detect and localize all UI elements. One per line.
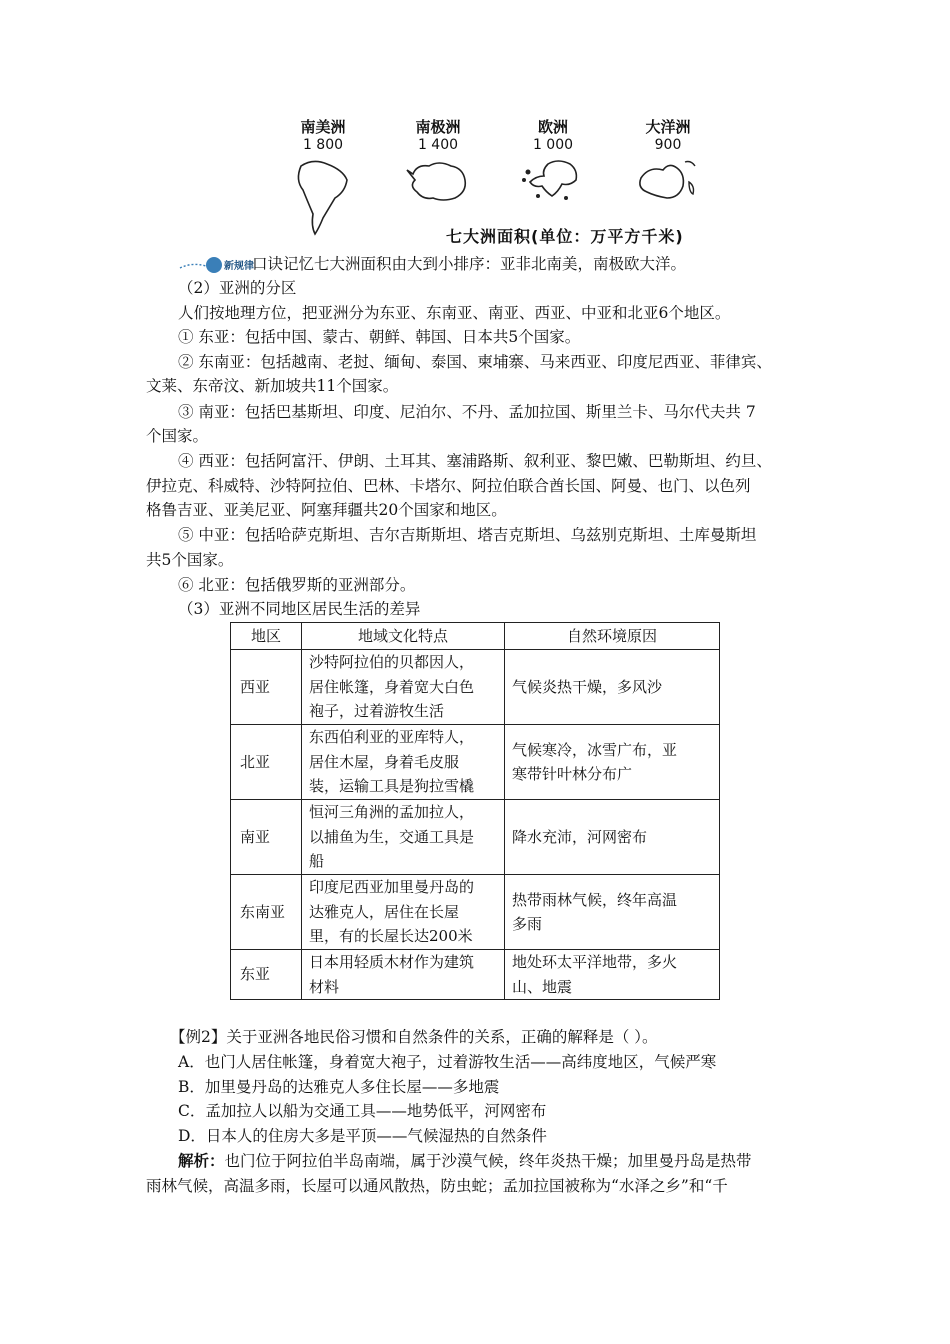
culture-cell: 印度尼西亚加里曼丹岛的 达雅克人，居住在长屋 里，有的长屋长达200米 [302,875,505,950]
region-central-asia-line1: ⑤ 中亚：包括哈萨克斯坦、吉尔吉斯斯坦、塔吉克斯坦、乌兹别克斯坦、土库曼斯坦 [178,526,757,544]
table-row [231,725,720,800]
table-header: 地域文化特点 [302,623,505,650]
region-west-asia-line3: 格鲁吉亚、亚美尼亚、阿塞拜疆共20个国家和地区。 [146,501,507,519]
continent-area: 1 800 [302,137,344,153]
environment-cell: 气候炎热干燥，多风沙 [505,650,720,725]
region-north-asia: ⑥ 北亚：包括俄罗斯的亚洲部分。 [178,576,416,594]
tip-badge-icon [178,256,254,274]
region-west-asia-line2: 伊拉克、科威特、沙特阿拉伯、巴林、卡塔尔、阿拉伯联合酋长国、阿曼、也门、以色列 [146,477,751,495]
tip-badge-label: 新规律 [224,261,254,272]
oceania-map-icon [633,156,703,206]
continent-europe [498,118,608,206]
section2-intro: 人们按地理方位，把亚洲分为东亚、东南亚、南亚、西亚、中亚和北亚6个地区。 [178,304,731,322]
region-east-asia: ① 东亚：包括中国、蒙古、朝鲜、韩国、日本共5个国家。 [178,328,581,346]
region-south-asia-line2: 个国家。 [146,427,209,445]
example-label: 【例2】 [170,1028,227,1046]
tip-line [178,252,686,277]
option-b: B．加里曼丹岛的达雅克人多住长屋——多地震 [178,1078,500,1096]
europe-map-icon [518,156,588,206]
table-header-row [231,623,720,650]
table-row [231,650,720,725]
continent-name: 南美洲 [300,118,346,136]
table-row [231,950,720,1000]
continent-name: 大洋洲 [645,118,691,136]
figure-caption: 七大洲面积(单位：万平方千米) [446,227,684,246]
antarctica-map-icon [403,156,473,206]
section3-heading: （3）亚洲不同地区居民生活的差异 [178,600,421,618]
environment-cell: 热带雨林气候，终年高温 多雨 [505,875,720,950]
tip-text: 口诀记忆七大洲面积由大到小排序：亚非北南美，南极欧大洋。 [252,255,687,273]
region-central-asia-line2: 共5个国家。 [146,551,234,569]
analysis-line2: 雨林气候，高温多雨，长屋可以通风散热，防虫蛇；孟加拉国被称为“水泽之乡”和“千 [146,1177,728,1195]
culture-cell: 沙特阿拉伯的贝都因人， 居住帐篷，身着宽大白色 袍子，过着游牧生活 [302,650,505,725]
region-cell: 南亚 [231,800,302,875]
option-a: A．也门人居住帐篷，身着宽大袍子，过着游牧生活——高纬度地区，气候严寒 [178,1053,717,1071]
region-cell: 北亚 [231,725,302,800]
region-southeast-asia-line1: ② 东南亚：包括越南、老挝、缅甸、泰国、柬埔寨、马来西亚、印度尼西亚、菲律宾、 [178,353,772,371]
continent-south-america [268,118,378,236]
example-question-text: 关于亚洲各地民俗习惯和自然条件的关系，正确的解释是（ ）。 [226,1028,658,1046]
region-west-asia-line1: ④ 西亚：包括阿富汗、伊朗、土耳其、塞浦路斯、叙利亚、黎巴嫩、巴勒斯坦、约旦、 [178,452,772,470]
continent-area: 1 400 [417,137,459,153]
analysis-text: 也门位于阿拉伯半岛南端，属于沙漠气候，终年炎热干燥；加里曼丹岛是热带 [224,1152,752,1170]
option-c: C．孟加拉人以船为交通工具——地势低平，河网密布 [178,1102,547,1120]
environment-cell: 地处环太平洋地带，多火 山、地震 [505,950,720,1000]
continent-area-figure [268,118,738,250]
south-america-map-icon [293,156,353,236]
continent-area: 1 000 [532,137,574,153]
continent-area: 900 [654,137,682,153]
option-d: D．日本人的住房大多是平顶——气候湿热的自然条件 [178,1127,547,1145]
analysis-label: 解析： [178,1151,225,1170]
analysis-line1 [178,1149,752,1174]
environment-cell: 气候寒冷，冰雪广布，亚 寒带针叶林分布广 [505,725,720,800]
continent-name: 欧洲 [537,118,568,136]
environment-cell: 降水充沛，河网密布 [505,800,720,875]
culture-cell: 东西伯利亚的亚库特人， 居住木屋，身着毛皮服 装，运输工具是狗拉雪橇 [302,725,505,800]
resident-life-table [230,622,720,1000]
table-row [231,800,720,875]
culture-cell: 恒河三角洲的孟加拉人， 以捕鱼为生，交通工具是 船 [302,800,505,875]
example-question [170,1025,658,1050]
culture-cell: 日本用轻质木材作为建筑 材料 [302,950,505,1000]
continent-name: 南极洲 [415,118,461,136]
region-south-asia-line1: ③ 南亚：包括巴基斯坦、印度、尼泊尔、不丹、孟加拉国、斯里兰卡、马尔代夫共 7 [178,403,756,421]
region-cell: 西亚 [231,650,302,725]
continent-oceania [613,118,723,206]
region-cell: 东南亚 [231,875,302,950]
region-southeast-asia-line2: 文莱、东帝汶、新加坡共11个国家。 [146,377,399,395]
region-cell: 东亚 [231,950,302,1000]
table-header: 地区 [231,623,302,650]
table-header: 自然环境原因 [505,623,720,650]
section2-heading: （2）亚洲的分区 [178,279,297,297]
continent-antarctica [383,118,493,206]
table-row [231,875,720,950]
